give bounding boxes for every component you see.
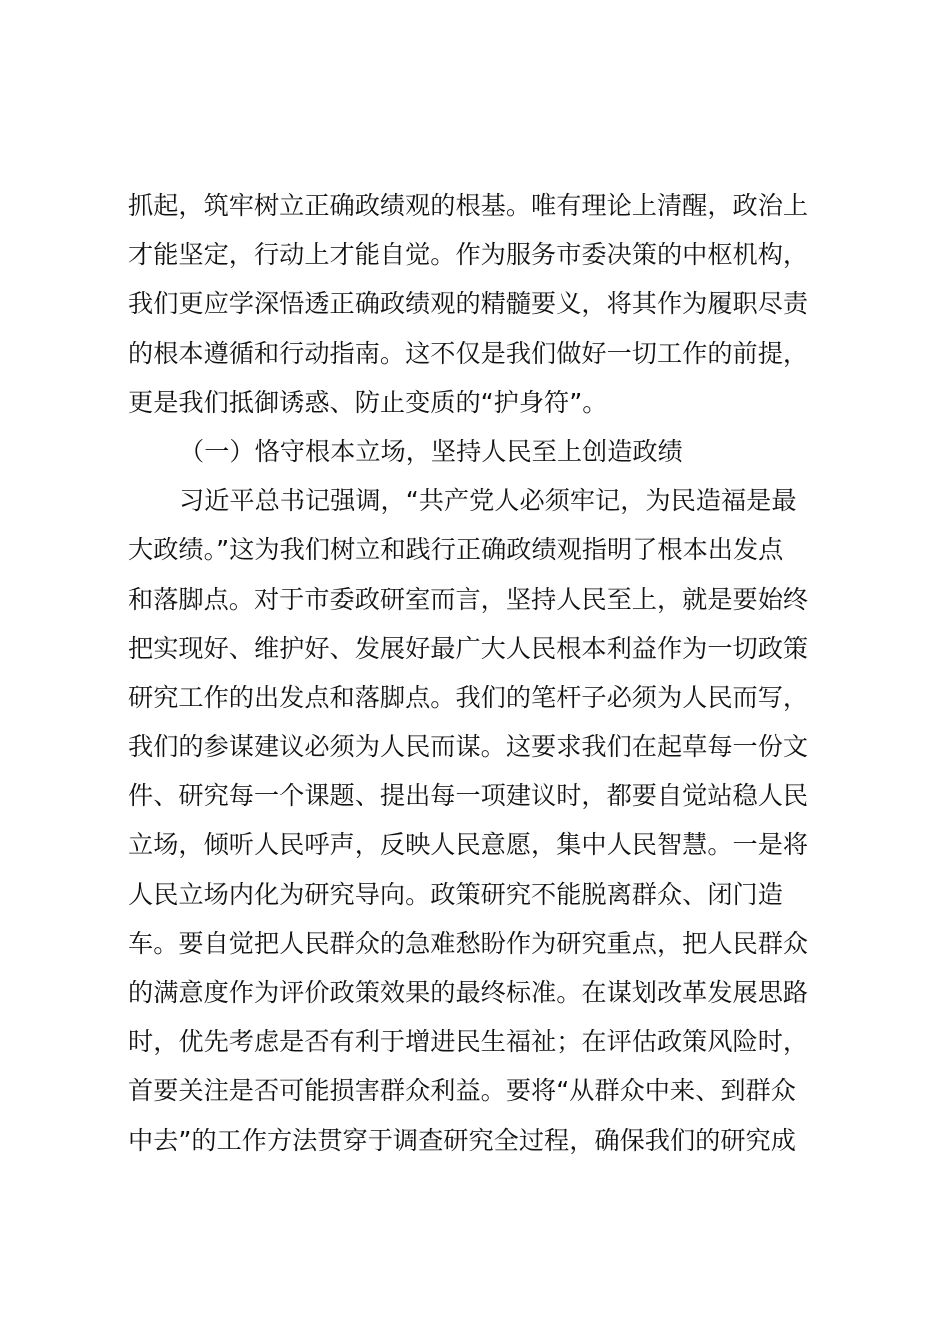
paragraph-line: 的根本遵循和行动指南。这不仅是我们做好一切工作的前提，	[128, 338, 809, 368]
paragraph-line: 研究工作的出发点和落脚点。我们的笔杆子必须为人民而写，	[128, 682, 809, 712]
paragraph-line: 更是我们抵御诱惑、防止变质的“护身符”。	[128, 387, 608, 417]
paragraph-line: 人民立场内化为研究导向。政策研究不能脱离群众、闭门造	[128, 879, 783, 909]
paragraph-line: 车。要自觉把人民群众的急难愁盼作为研究重点，把人民群众	[128, 928, 809, 958]
paragraph-line: 时，优先考虑是否有利于增进民生福祉；在评估政策风险时，	[128, 1027, 809, 1057]
paragraph-line: 和落脚点。对于市委政研室而言，坚持人民至上，就是要始终	[128, 584, 809, 614]
paragraph-line: 的满意度作为评价政策效果的最终标准。在谋划改革发展思路	[128, 978, 809, 1007]
paragraph-line: 我们更应学深悟透正确政绩观的精髓要义，将其作为履职尽责	[128, 289, 809, 319]
paragraph-line: 中去”的工作方法贯穿于调查研究全过程，确保我们的研究成	[128, 1125, 796, 1155]
paragraph-line: 把实现好、维护好、发展好最广大人民根本利益作为一切政策	[128, 633, 809, 663]
paragraph-line: 大政绩。”这为我们树立和践行正确政绩观指明了根本出发点	[128, 535, 784, 565]
section-heading: （一）恪守根本立场，坚持人民至上创造政绩	[179, 436, 683, 466]
paragraph-line: 才能坚定，行动上才能自觉。作为服务市委决策的中枢机构，	[128, 240, 809, 270]
paragraph-line: 习近平总书记强调，“共产党人必须牢记，为民造福是最	[179, 486, 797, 516]
document-page	[128, 181, 838, 1165]
paragraph-line: 首要关注是否可能损害群众利益。要将“从群众中来、到群众	[128, 1076, 796, 1106]
paragraph-line: 抓起，筑牢树立正确政绩观的根基。唯有理论上清醒，政治上	[128, 191, 809, 220]
paragraph-line: 件、研究每一个课题、提出每一项建议时，都要自觉站稳人民	[128, 781, 809, 811]
paragraph-line: 立场，倾听人民呼声，反映人民意愿，集中人民智慧。一是将	[128, 830, 809, 860]
paragraph-line: 我们的参谋建议必须为人民而谋。这要求我们在起草每一份文	[128, 732, 809, 762]
